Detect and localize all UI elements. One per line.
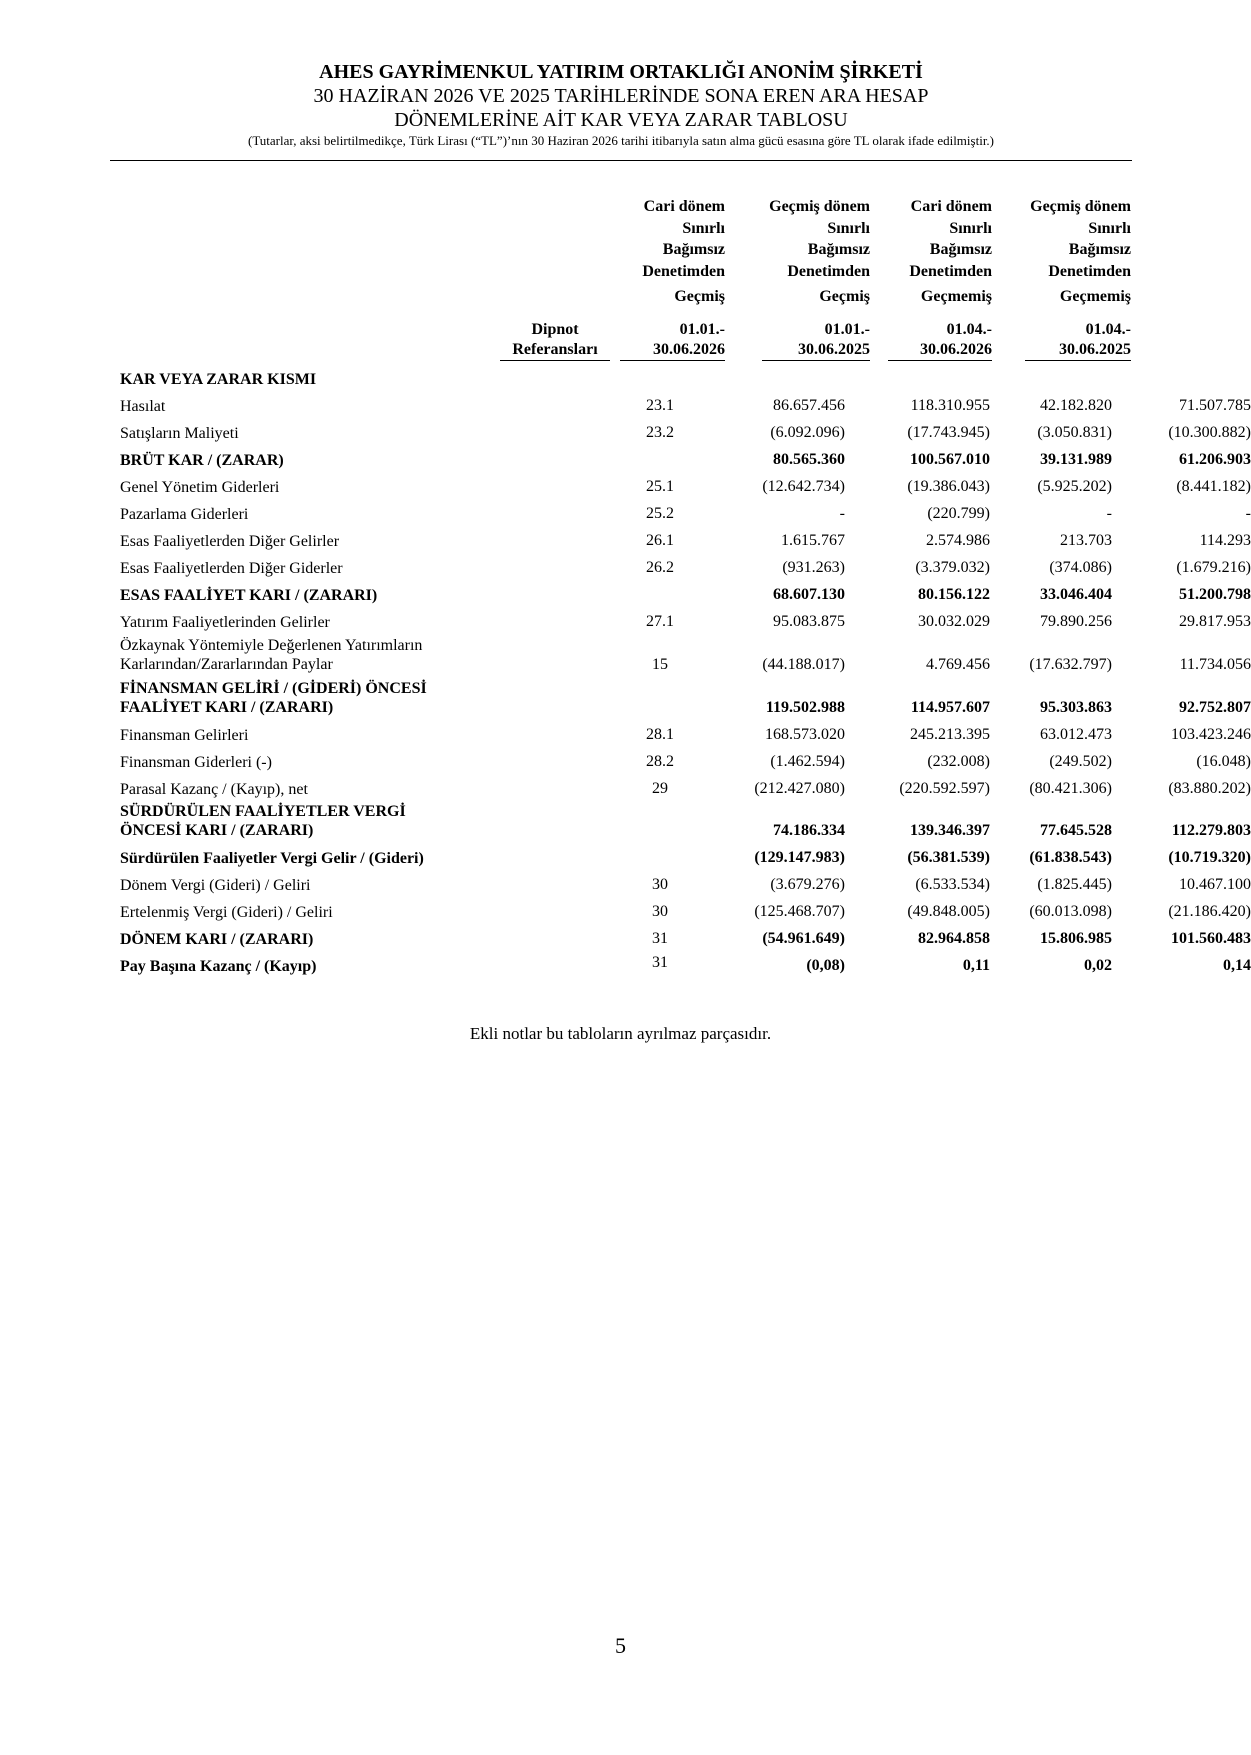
currency-note: (Tutarlar, aksi belirtilmedikçe, Türk Lirası (“TL”)’nın 30 Haziran 2026 tarihi itibarıyla satın alma gücü esasına göre TL olarak ifade edilmiştir.) xyxy=(247,133,995,148)
table-row: Pay Başına Kazanç / (Kayıp) 31 (0,08) 0,11 0,02 0,14 xyxy=(120,954,1251,975)
column-header-3: Cari dönem Sınırlı Bağımsız Denetimden Geçmemiş xyxy=(909,198,992,305)
statement-subtitle-2: DÖNEMLERİNE AİT KAR VEYA ZARAR TABLOSU xyxy=(394,109,848,131)
table-row: Pazarlama Giderleri 25.2 - (220.799) - - xyxy=(120,505,1251,523)
table-row: FİNANSMAN GELİRİ / (GİDERİ) ÖNCESİ FAALİYET KARI / (ZARARI) 119.502.988 114.957.607 95.303.863 92.752.807 xyxy=(120,680,1251,716)
page-number: 5 xyxy=(615,1633,626,1658)
table-row: ESAS FAALİYET KARI / (ZARARI) 68.607.130 80.156.122 33.046.404 51.200.798 xyxy=(120,586,1251,604)
footer-note: Ekli notlar bu tabloların ayrılmaz parçasıdır. xyxy=(469,1024,772,1043)
column-header-4: Geçmiş dönem Sınırlı Bağımsız Denetimden Geçmemiş xyxy=(1030,198,1131,305)
period-header-2: 01.01.- 30.06.2025 xyxy=(762,320,870,361)
table-row: Esas Faaliyetlerden Diğer Gelirler 26.1 1.615.767 2.574.986 213.703 114.293 xyxy=(120,532,1251,550)
period-header-1: 01.01.- 30.06.2026 xyxy=(620,320,725,361)
table-row: BRÜT KAR / (ZARAR) 80.565.360 100.567.010 39.131.989 61.206.903 xyxy=(120,451,1251,469)
document-header xyxy=(110,60,1132,149)
column-header-2: Geçmiş dönem Sınırlı Bağımsız Denetimden Geçmiş xyxy=(769,198,870,305)
table-row: Satışların Maliyeti 23.2 (6.092.096) (17.743.945) (3.050.831) (10.300.882) xyxy=(120,424,1251,442)
table-row: SÜRDÜRÜLEN FAALİYETLER VERGİ ÖNCESİ KARI / (ZARARI) 74.186.334 139.346.397 77.645.528 112.279.803 xyxy=(120,803,1251,839)
table-row: Özkaynak Yöntemiyle Değerlenen Yatırımların Karlarından/Zararlarından Paylar 15 (44.188.017) 4.769.456 (17.632.797) 11.734.056 xyxy=(120,637,1251,673)
table-row: Genel Yönetim Giderleri 25.1 (12.642.734) (19.386.043) (5.925.202) (8.441.182) xyxy=(120,478,1251,496)
statement-subtitle-1: 30 HAZİRAN 2026 VE 2025 TARİHLERİNDE SONA EREN ARA HESAP xyxy=(313,85,929,107)
period-header-3: 01.04.- 30.06.2026 xyxy=(888,320,992,361)
company-name: AHES GAYRİMENKUL YATIRIM ORTAKLIĞI ANONİM ŞİRKETİ xyxy=(319,61,923,83)
table-row: Parasal Kazanç / (Kayıp), net 29 (212.427.080) (220.592.597) (80.421.306) (83.880.202) xyxy=(120,780,1251,798)
table-row: Dönem Vergi (Gideri) / Geliri 30 (3.679.276) (6.533.534) (1.825.445) 10.467.100 xyxy=(120,876,1251,894)
section-title: KAR VEYA ZARAR KISMI xyxy=(120,371,317,388)
table-row: Finansman Giderleri (-) 28.2 (1.462.594) (232.008) (249.502) (16.048) xyxy=(120,753,1251,771)
column-header-1: Cari dönem Sınırlı Bağımsız Denetimden Geçmiş xyxy=(642,198,725,305)
table-row: DÖNEM KARI / (ZARARI) 31 (54.961.649) 82.964.858 15.806.985 101.560.483 xyxy=(120,930,1251,948)
table-row: Hasılat 23.1 86.657.456 118.310.955 42.182.820 71.507.785 xyxy=(120,397,1251,415)
table-row: Ertelenmiş Vergi (Gideri) / Geliri 30 (125.468.707) (49.848.005) (60.013.098) (21.186.420) xyxy=(120,903,1251,921)
table-row: Sürdürülen Faaliyetler Vergi Gelir / (Gideri) (129.147.983) (56.381.539) (61.838.543) (10.719.320) xyxy=(120,849,1251,867)
period-header-4: 01.04.- 30.06.2025 xyxy=(1025,320,1131,361)
header-divider xyxy=(110,160,1132,161)
dipnot-header: Dipnot Referansları xyxy=(500,320,610,361)
table-row: Esas Faaliyetlerden Diğer Giderler 26.2 (931.263) (3.379.032) (374.086) (1.679.216) xyxy=(120,559,1251,577)
table-row: Finansman Gelirleri 28.1 168.573.020 245.213.395 63.012.473 103.423.246 xyxy=(120,726,1251,744)
table-row: Yatırım Faaliyetlerinden Gelirler 27.1 95.083.875 30.032.029 79.890.256 29.817.953 xyxy=(120,613,1251,631)
